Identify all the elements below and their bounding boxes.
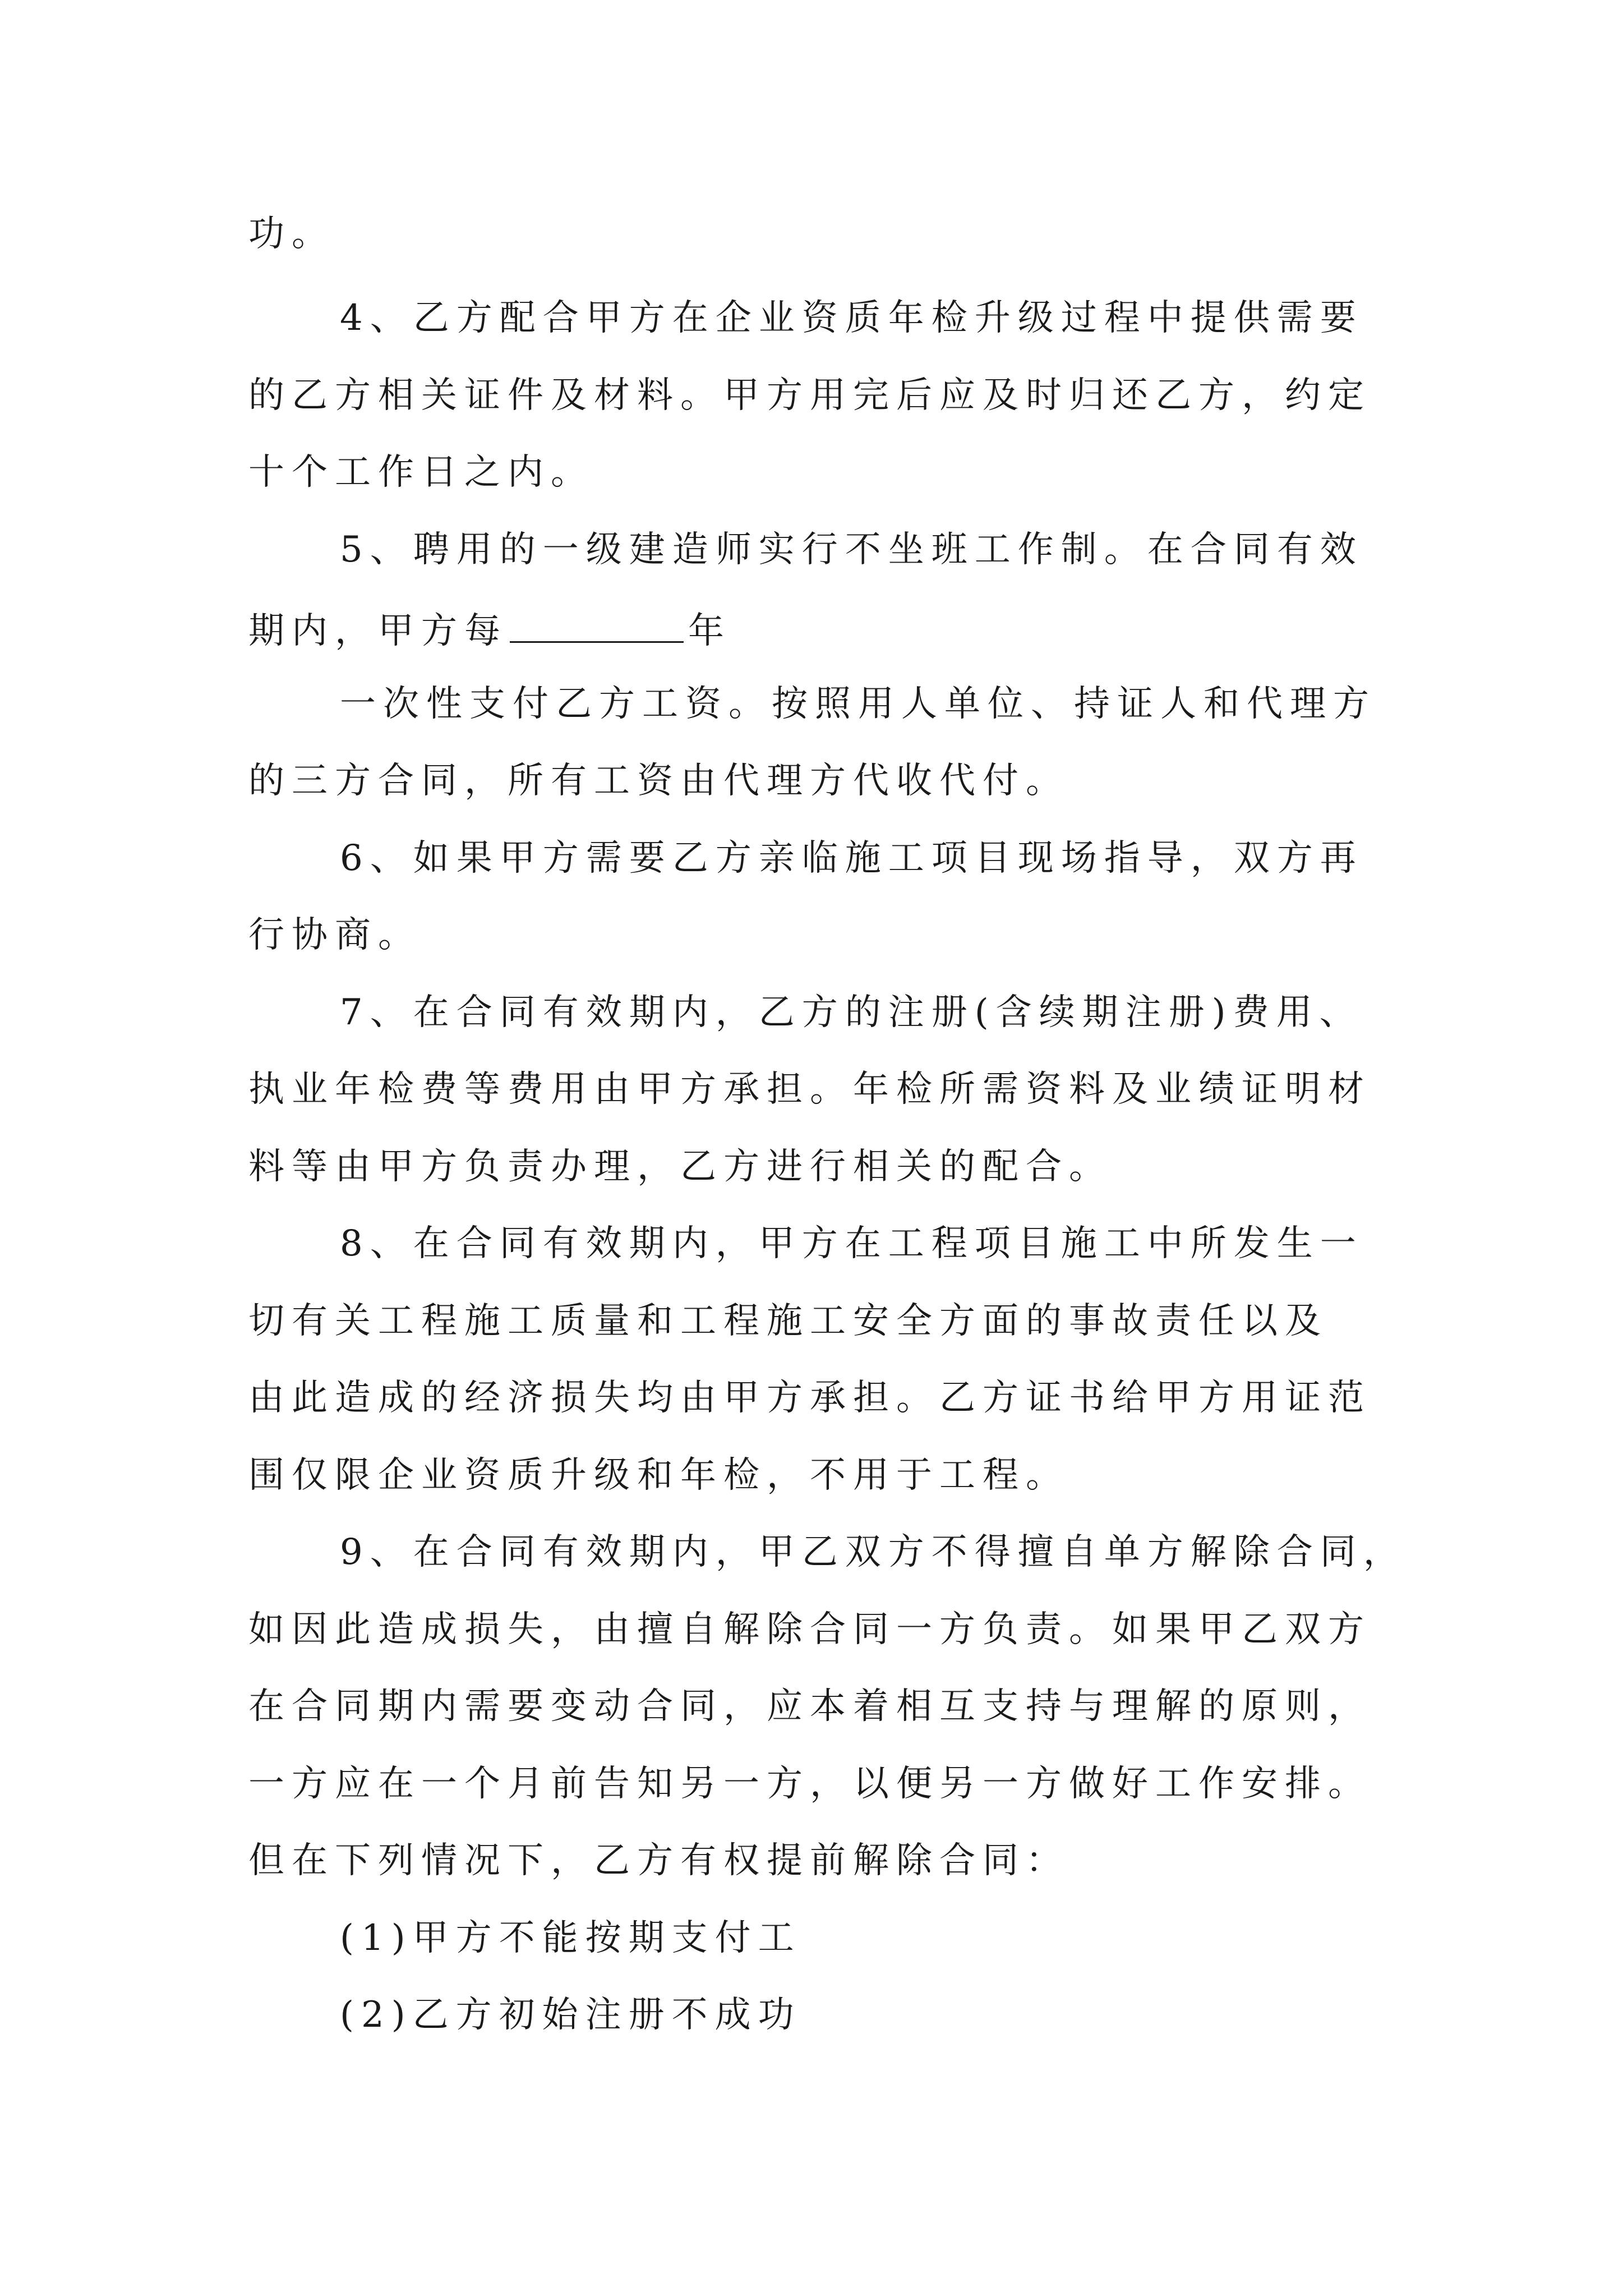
- clause-7-line-2: 执业年检费等费用由甲方承担。年检所需资料及业绩证明材: [248, 1069, 1371, 1110]
- clause-7-line-1: 7、在合同有效期内，乙方的注册(含续期注册)费用、: [340, 992, 1363, 1033]
- clause-9-line-1: 9、在合同有效期内，甲乙双方不得擅自单方解除合同，: [340, 1531, 1407, 1573]
- clause-9-line-2: 如因此造成损失，由擅自解除合同一方负责。如果甲乙双方: [248, 1609, 1371, 1650]
- list-item-2: (2)乙方初始注册不成功: [340, 1994, 801, 2036]
- clause-6-line-1: 6、如果甲方需要乙方亲临施工项目现场指导，双方再: [340, 838, 1363, 879]
- clause-5-line-3: 一次性支付乙方工资。按照用人单位、持证人和代理方: [340, 683, 1376, 725]
- list-item-1: (1)甲方不能按期支付工: [340, 1917, 801, 1959]
- clause-5-line-2: [248, 609, 731, 652]
- clause-5-text-after-blank: 年: [688, 610, 731, 652]
- clause-4-line-1: 4、乙方配合甲方在企业资质年检升级过程中提供需要: [340, 297, 1363, 339]
- clause-5-line-1: 5、聘用的一级建造师实行不坐班工作制。在合同有效: [340, 529, 1363, 570]
- clause-4-line-3: 十个工作日之内。: [248, 452, 594, 493]
- clause-8-line-1: 8、在合同有效期内，甲方在工程项目施工中所发生一: [340, 1223, 1363, 1264]
- paragraph-continuation: 功。: [248, 213, 335, 255]
- clause-5-line-4: 的三方合同，所有工资由代理方代收代付。: [248, 760, 1069, 802]
- clause-8-line-3: 由此造成的经济损失均由甲方承担。乙方证书给甲方用证范: [248, 1377, 1371, 1419]
- clause-8-line-2: 切有关工程施工质量和工程施工安全方面的事故责任以及: [248, 1300, 1328, 1342]
- clause-7-line-3: 料等由甲方负责办理，乙方进行相关的配合。: [248, 1146, 1112, 1188]
- clause-9-line-3: 在合同期内需要变动合同，应本着相互支持与理解的原则，: [248, 1686, 1371, 1727]
- clause-5-text-before-blank: 期内，甲方每: [248, 610, 508, 652]
- clause-9-line-4: 一方应在一个月前告知另一方，以便另一方做好工作安排。: [248, 1763, 1371, 1805]
- clause-9-line-5: 但在下列情况下，乙方有权提前解除合同：: [248, 1840, 1069, 1881]
- clause-4-line-2: 的乙方相关证件及材料。甲方用完后应及时归还乙方，约定: [248, 375, 1371, 416]
- clause-6-line-2: 行协商。: [248, 914, 421, 956]
- clause-8-line-4: 围仅限企业资质升级和年检，不用于工程。: [248, 1455, 1069, 1496]
- fill-in-blank: [510, 609, 684, 643]
